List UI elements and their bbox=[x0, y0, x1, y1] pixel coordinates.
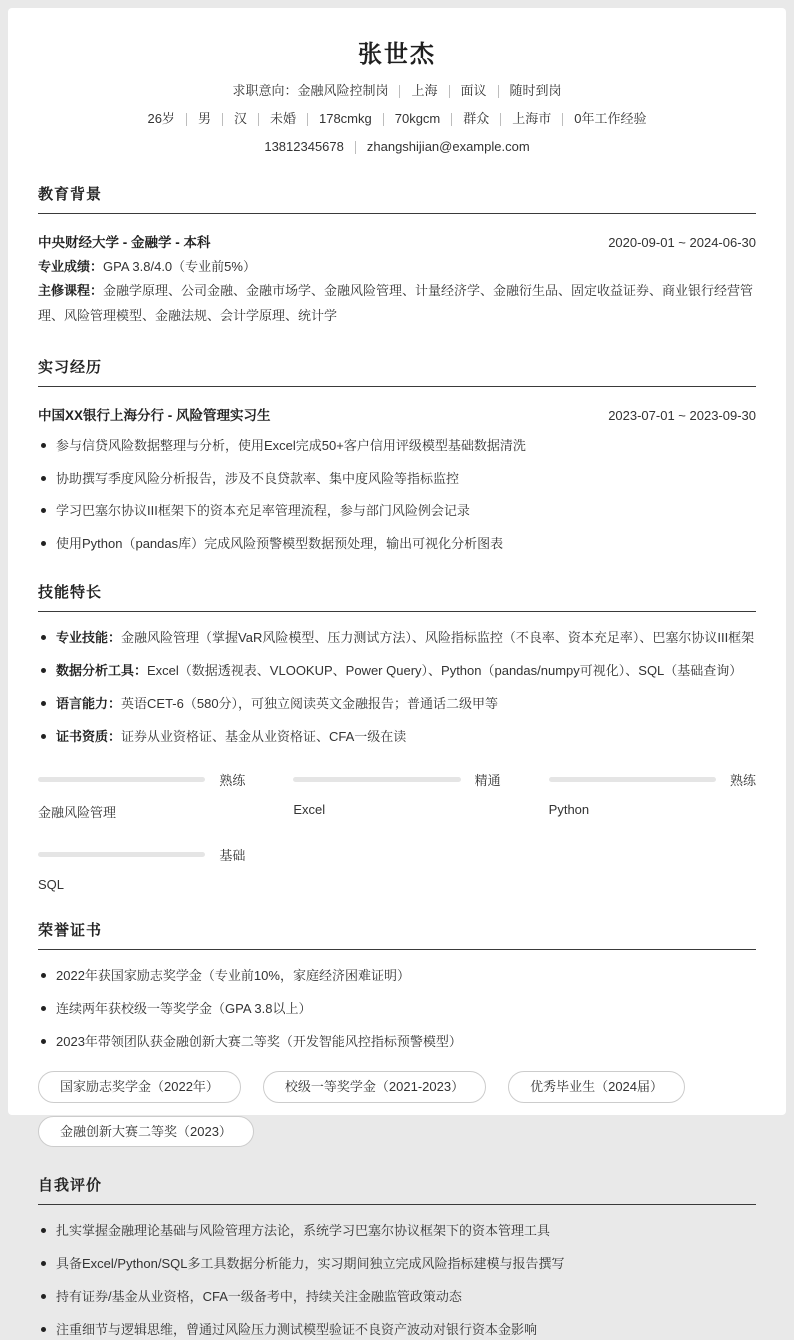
skill-bar-track bbox=[293, 777, 460, 782]
info-item: 男 bbox=[197, 110, 211, 126]
bullet-dot-icon bbox=[41, 443, 46, 448]
skill-name: SQL bbox=[38, 877, 65, 893]
skill-bar-track bbox=[38, 852, 205, 857]
section-honors bbox=[38, 919, 756, 1147]
bullet-item: 持有证券/基金从业资格，CFA一级备考中，持续关注金融监管政策动态 bbox=[38, 1288, 756, 1307]
bullet-item: 连续两年获校级一等奖学金（GPA 3.8以上） bbox=[38, 1000, 756, 1019]
section-internship bbox=[38, 356, 756, 554]
honor-badge: 优秀毕业生（2024届） bbox=[508, 1071, 685, 1103]
bullet-dot-icon bbox=[41, 1261, 46, 1266]
intent-item: 随时到岗 bbox=[509, 83, 562, 98]
info-item: 未婚 bbox=[269, 110, 296, 126]
honors-bullet-list bbox=[38, 967, 756, 1052]
info-item: 群众 bbox=[463, 110, 490, 126]
skill-bar-item bbox=[38, 770, 245, 821]
skill-level-label: 精通 bbox=[474, 773, 501, 789]
self-evaluation-bullet-list bbox=[38, 1222, 756, 1339]
divider bbox=[258, 113, 259, 126]
gpa-line bbox=[38, 255, 756, 280]
bullet-item: 语言能力：英语CET-6（580分），可独立阅读英文金融报告；普通话二级甲等 bbox=[38, 695, 756, 714]
skill-bar-grid bbox=[38, 770, 756, 892]
info-item: 26岁 bbox=[147, 110, 175, 126]
divider bbox=[498, 85, 499, 98]
bullet-item: 2023年带领团队获金融创新大赛二等奖（开发智能风控指标预警模型） bbox=[38, 1033, 756, 1052]
intent-label: 求职意向： bbox=[232, 83, 298, 98]
gpa-label: 专业成绩： bbox=[38, 258, 104, 274]
divider bbox=[222, 113, 223, 126]
contact-line bbox=[38, 139, 756, 156]
info-item: 70kgcm bbox=[394, 110, 441, 126]
bullet-dot-icon bbox=[41, 508, 46, 513]
info-item: 0年工作经验 bbox=[574, 110, 647, 126]
section-title-education: 教育背景 bbox=[38, 183, 756, 214]
bullet-dot-icon bbox=[41, 1294, 46, 1299]
bullet-dot-icon bbox=[41, 1039, 46, 1044]
bullet-dot-icon bbox=[41, 734, 46, 739]
courses-label: 主修课程： bbox=[38, 283, 104, 299]
intent-item: 金融风险控制岗 bbox=[297, 83, 389, 98]
section-title-skills: 技能特长 bbox=[38, 581, 756, 612]
section-education bbox=[38, 183, 756, 329]
bullet-item: 注重细节与逻辑思维，曾通过风险压力测试模型验证不良资产波动对银行资本金影响 bbox=[38, 1321, 756, 1340]
bullet-dot-icon bbox=[41, 476, 46, 481]
section-title-self-evaluation: 自我评价 bbox=[38, 1174, 756, 1205]
skill-name: Excel bbox=[293, 802, 326, 818]
gpa-value: GPA 3.8/4.0（专业前5%） bbox=[103, 258, 256, 274]
divider bbox=[399, 85, 400, 98]
bullet-dot-icon bbox=[41, 635, 46, 640]
skills-bullet-list bbox=[38, 629, 756, 746]
divider bbox=[449, 85, 450, 98]
bullet-dot-icon bbox=[41, 1228, 46, 1233]
bullet-dot-icon bbox=[41, 973, 46, 978]
bullet-item: 专业技能：金融风险管理（掌握VaR风险模型、压力测试方法）、风险指标监控（不良率、资本充足率）、巴塞尔协议III框架 bbox=[38, 629, 756, 648]
bullet-dot-icon bbox=[41, 1327, 46, 1332]
bullet-item: 证书资质：证券从业资格证、基金从业资格证、CFA一级在读 bbox=[38, 728, 756, 747]
phone-number: 13812345678 bbox=[264, 138, 344, 154]
resume-header bbox=[38, 34, 756, 156]
section-self-evaluation bbox=[38, 1174, 756, 1339]
basic-info-line bbox=[38, 111, 756, 128]
skill-bar-item bbox=[38, 845, 245, 892]
honor-badge: 国家励志奖学金（2022年） bbox=[38, 1071, 241, 1103]
skill-name: 金融风险管理 bbox=[38, 805, 117, 821]
email-address: zhangshijian@example.com bbox=[366, 138, 530, 154]
skill-bar-track bbox=[549, 777, 716, 782]
section-title-honors: 荣誉证书 bbox=[38, 919, 756, 950]
bullet-dot-icon bbox=[41, 1006, 46, 1011]
divider bbox=[307, 113, 308, 126]
info-item: 汉 bbox=[233, 110, 247, 126]
internship-bullet-list bbox=[38, 437, 756, 554]
honor-badge: 校级一等奖学金（2021-2023） bbox=[263, 1071, 486, 1103]
section-skills bbox=[38, 581, 756, 892]
divider bbox=[451, 113, 452, 126]
section-title-internship: 实习经历 bbox=[38, 356, 756, 387]
courses-value: 金融学原理、公司金融、金融市场学、金融风险管理、计量经济学、金融衍生品、固定收益证券、商业银行经营管理、风险管理模型、金融法规、会计学原理、统计学 bbox=[38, 283, 754, 324]
info-item: 178cmkg bbox=[318, 110, 372, 126]
bullet-item: 2022年获国家励志奖学金（专业前10%，家庭经济困难证明） bbox=[38, 967, 756, 986]
divider bbox=[383, 113, 384, 126]
courses-line bbox=[38, 279, 756, 328]
education-dates: 2020-09-01 ~ 2024-06-30 bbox=[608, 234, 756, 250]
company-title: 中国XX银行上海分行 - 风险管理实习生 bbox=[38, 407, 271, 423]
intent-item: 面议 bbox=[460, 83, 487, 98]
bullet-dot-icon bbox=[41, 541, 46, 546]
candidate-name: 张世杰 bbox=[358, 41, 436, 68]
skill-level-label: 熟练 bbox=[219, 773, 246, 789]
skill-bar-track bbox=[38, 777, 205, 782]
education-entry-header bbox=[38, 231, 756, 251]
resume-page bbox=[8, 8, 786, 1337]
school-title: 中央财经大学 - 金融学 - 本科 bbox=[38, 234, 211, 250]
divider bbox=[562, 113, 563, 126]
info-item: 上海市 bbox=[512, 110, 552, 126]
bullet-item: 扎实掌握金融理论基础与风险管理方法论，系统学习巴塞尔协议框架下的资本管理工具 bbox=[38, 1222, 756, 1241]
honor-badge: 金融创新大赛二等奖（2023） bbox=[38, 1116, 254, 1148]
bullet-dot-icon bbox=[41, 701, 46, 706]
bullet-item: 具备Excel/Python/SQL多工具数据分析能力，实习期间独立完成风险指标建模与报告撰写 bbox=[38, 1255, 756, 1274]
bullet-dot-icon bbox=[41, 668, 46, 673]
bullet-item: 学习巴塞尔协议III框架下的资本充足率管理流程，参与部门风险例会记录 bbox=[38, 502, 756, 521]
bullet-item: 使用Python（pandas库）完成风险预警模型数据预处理，输出可视化分析图表 bbox=[38, 535, 756, 554]
divider bbox=[186, 113, 187, 126]
bullet-item: 数据分析工具：Excel（数据透视表、VLOOKUP、Power Query）、Python（pandas/numpy可视化）、SQL（基础查询） bbox=[38, 662, 756, 681]
internship-entry-header bbox=[38, 404, 756, 424]
skill-level-label: 熟练 bbox=[729, 773, 756, 789]
intent-item: 上海 bbox=[411, 83, 438, 98]
skill-level-label: 基础 bbox=[219, 848, 246, 864]
skill-name: Python bbox=[548, 802, 590, 818]
skill-bar-item bbox=[293, 770, 500, 821]
job-intent-line bbox=[38, 83, 756, 100]
bullet-item: 参与信贷风险数据整理与分析，使用Excel完成50+客户信用评级模型基础数据清洗 bbox=[38, 437, 756, 456]
honor-badge-list bbox=[38, 1071, 756, 1147]
divider bbox=[500, 113, 501, 126]
bullet-item: 协助撰写季度风险分析报告，涉及不良贷款率、集中度风险等指标监控 bbox=[38, 470, 756, 489]
skill-bar-item bbox=[549, 770, 756, 821]
internship-dates: 2023-07-01 ~ 2023-09-30 bbox=[608, 407, 756, 423]
divider bbox=[355, 141, 356, 154]
